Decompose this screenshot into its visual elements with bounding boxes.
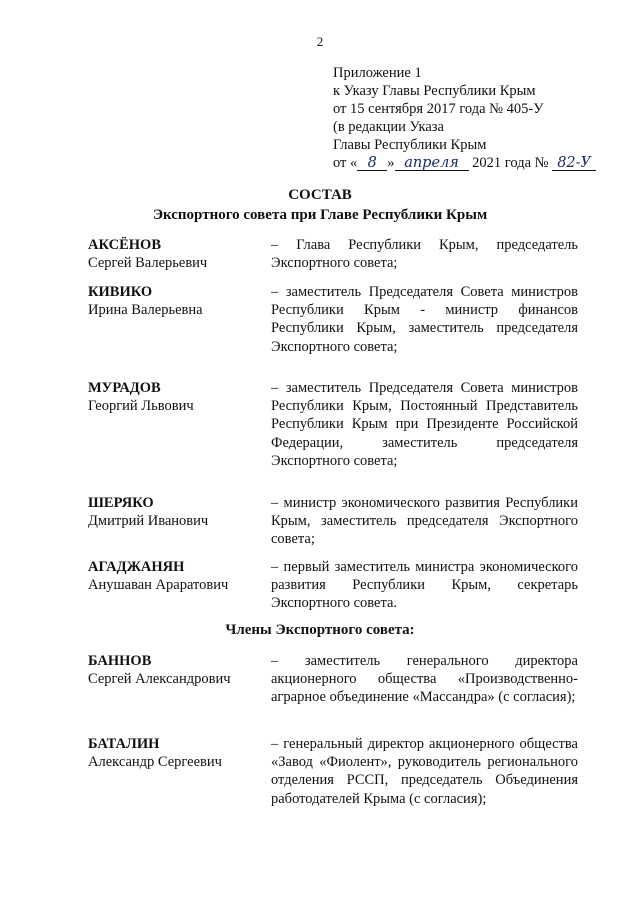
page-number: 2 [316,34,324,49]
member-name [88,283,268,319]
appendix-block [333,64,623,172]
member-given-name: Александр Сергеевич [88,754,222,771]
member-role: – заместитель Председателя Совета министров Республики Крым - министр финансов Республики Крым, заместитель председателя Экспортного совета; [271,284,578,355]
member-given-name: Георгий Львович [88,398,194,415]
member-given-name: Дмитрий Иванович [88,513,209,530]
document-title [0,185,640,225]
member-role: – министр экономического развития Республики Крым, заместитель председателя Экспортного совета; [271,495,578,548]
member-surname: АГАДЖАНЯН [88,559,185,575]
member-name [88,652,268,688]
member-name [88,558,268,594]
date-prefix: от « [333,155,358,171]
appendix-line: к Указу Главы Республики Крым [333,83,536,99]
handwritten-day: 8 [357,156,387,171]
member-name [88,379,268,415]
member-role: – первый заместитель министра экономического развития Республики Крым, секретарь Экспортного совета. [271,559,578,612]
member-name [88,735,268,771]
member-surname: АКСЁНОВ [88,237,161,253]
title-line: СОСТАВ [288,187,352,203]
member-surname: БАТАЛИН [88,736,160,752]
handwritten-number: 82-У [552,156,596,171]
amendment-date-line [333,154,623,172]
member-surname: МУРАДОВ [88,380,161,396]
member-role: – заместитель Председателя Совета министров Республики Крым, Постоянный Представитель Республики Крым при Президенте Российской Федерации, заместитель председателя Экспортного совета; [271,380,578,469]
member-surname: БАННОВ [88,653,152,669]
appendix-line: от 15 сентября 2017 года № 405-У [333,101,544,117]
member-role: – генеральный директор акционерного общества «Завод «Фиолент», руководитель регионального отделения РССП, председатель Объединения работодателей Крыма (с согласия); [271,736,578,807]
appendix-line: (в редакции Указа [333,119,444,135]
appendix-line: Приложение 1 [333,65,422,81]
member-given-name: Сергей Александрович [88,671,231,688]
member-role: – Глава Республики Крым, председатель Экспортного совета; [271,237,578,272]
member-role: – заместитель генерального директора акционерного общества «Производственно-аграрное объединение «Массандра» (с согласия); [271,653,578,706]
member-given-name: Сергей Валерьевич [88,255,208,272]
handwritten-month: апреля [395,156,469,171]
member-given-name: Ирина Валерьевна [88,302,203,319]
member-name [88,236,268,272]
title-line: Экспортного совета при Главе Республики Крым [152,207,488,223]
date-mid: » [387,155,395,171]
appendix-line: Главы Республики Крым [333,137,487,153]
date-year: 2021 года № [468,155,553,171]
member-surname: КИВИКО [88,284,153,300]
member-name [88,494,268,530]
member-given-name: Анушаван Араратович [88,577,229,594]
members-section-title: Члены Экспортного совета: [225,622,415,638]
member-surname: ШЕРЯКО [88,495,154,511]
